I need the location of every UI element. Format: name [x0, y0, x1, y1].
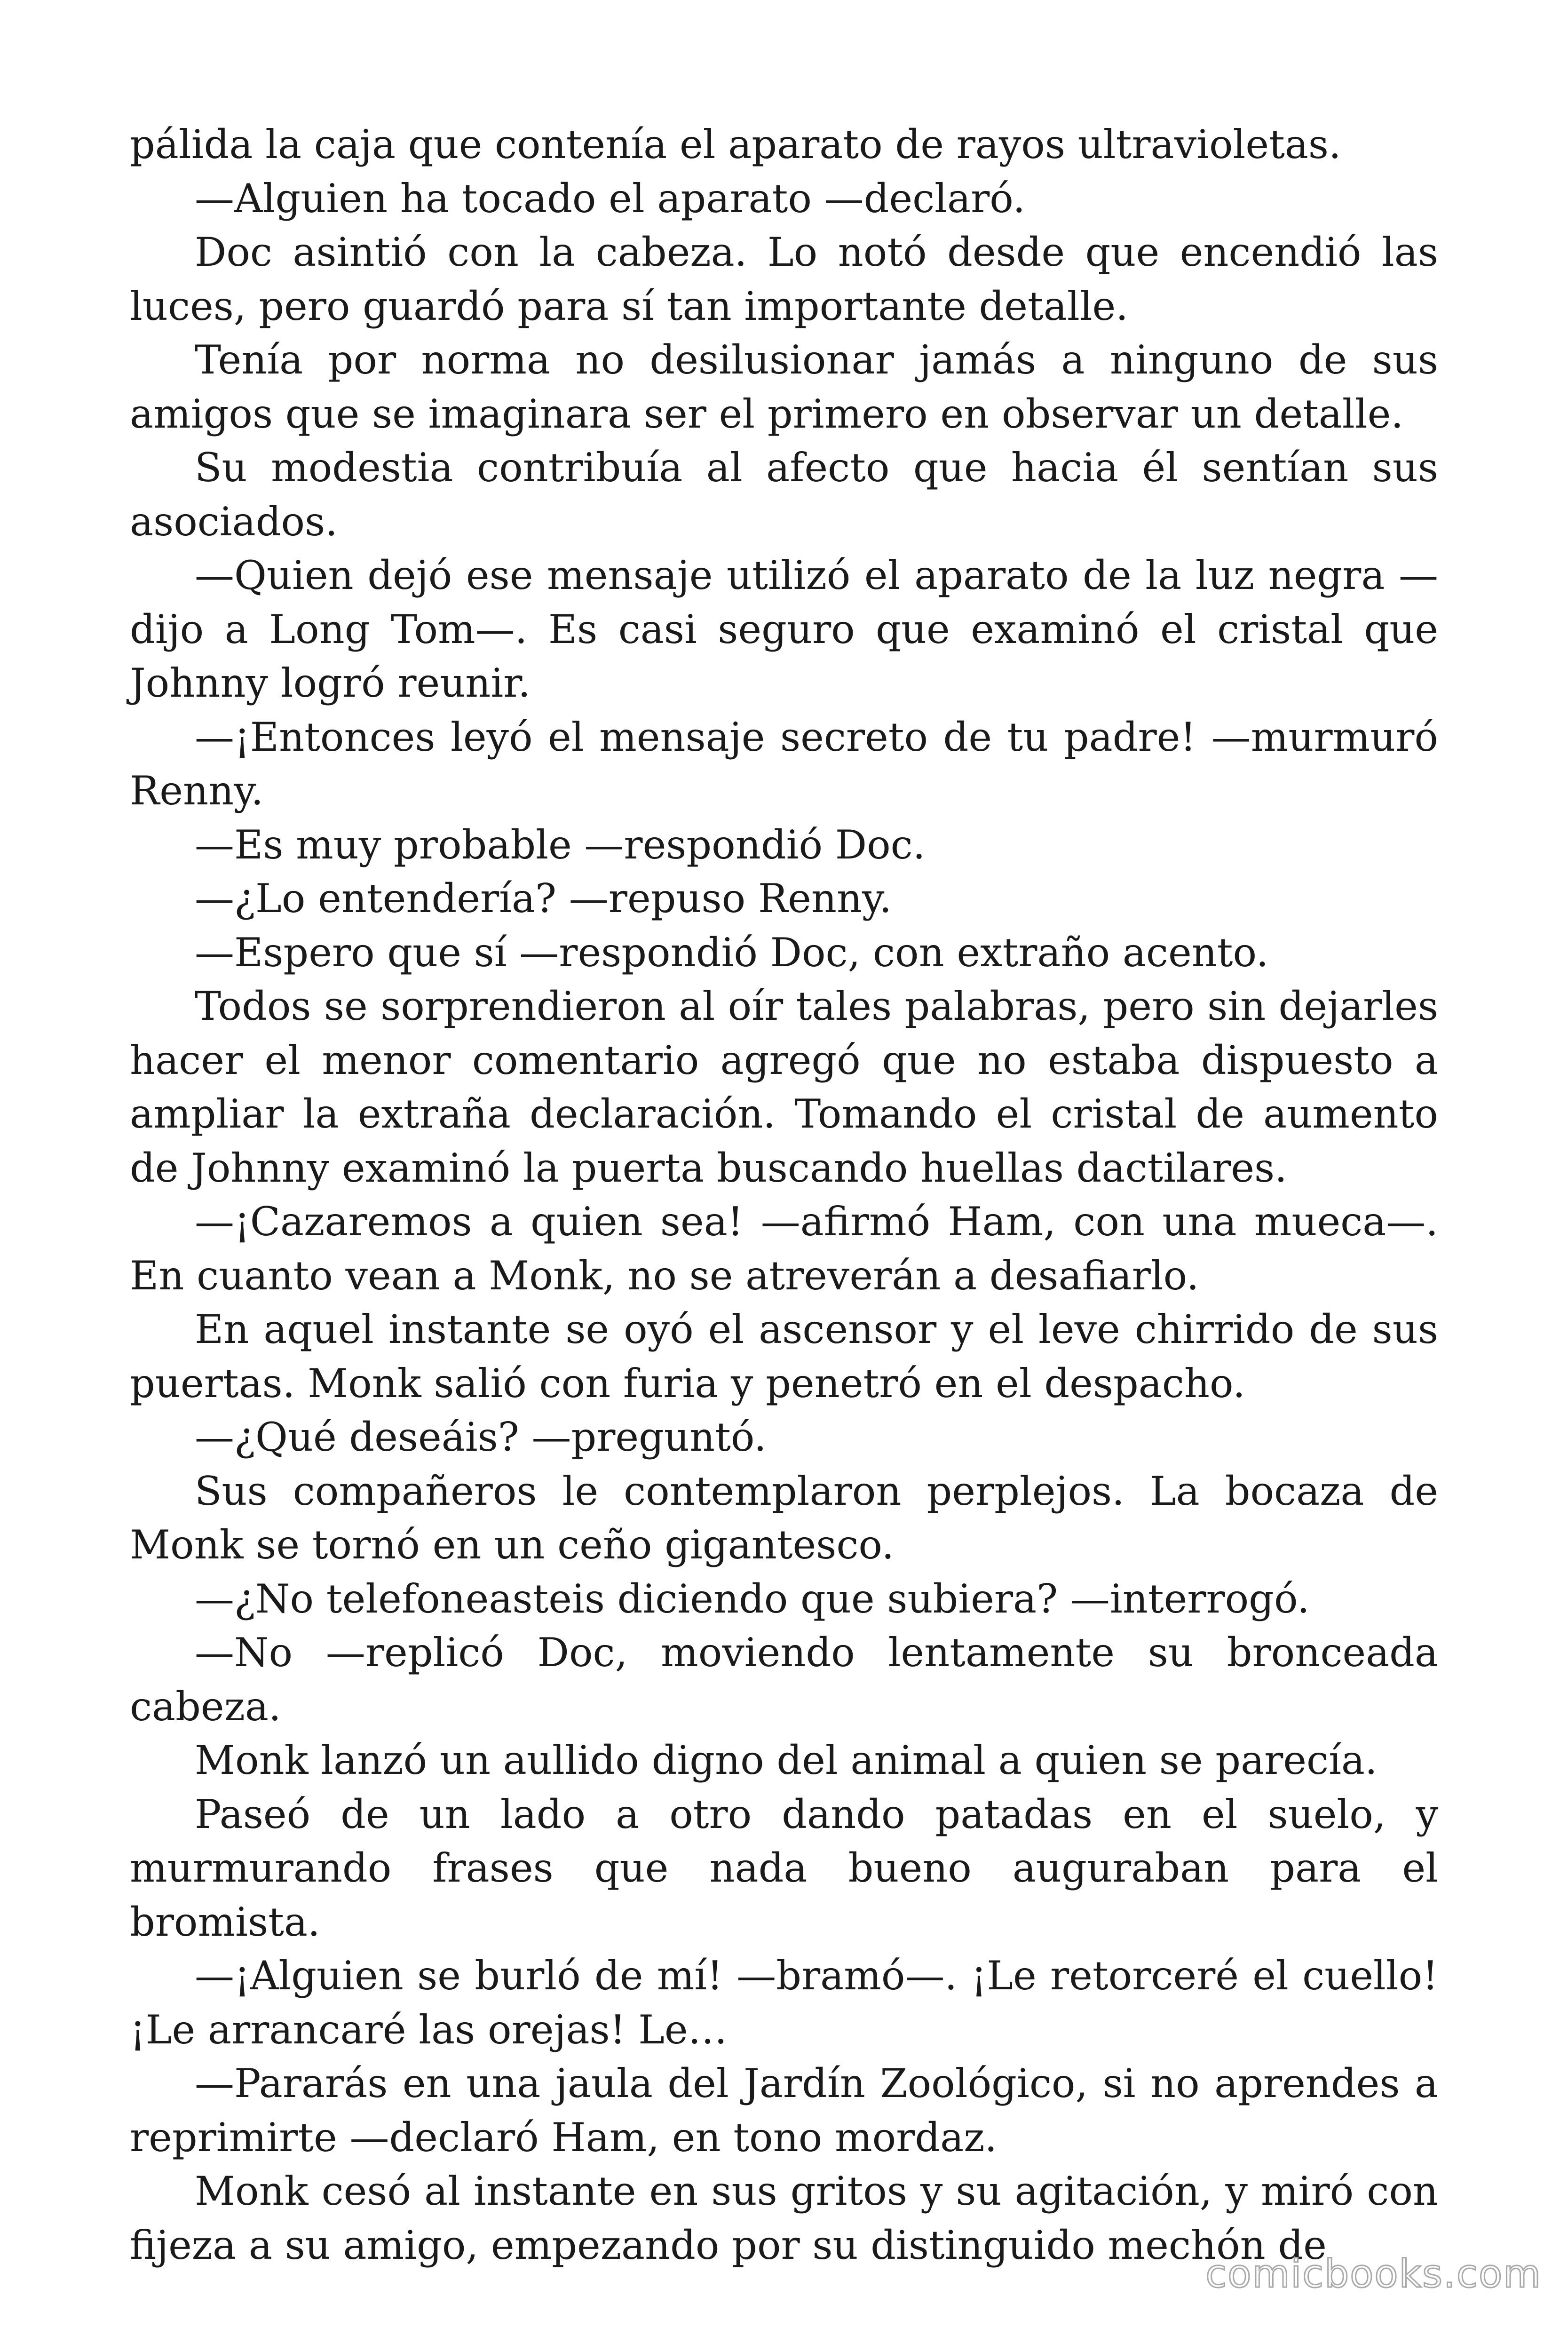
paragraph: —Espero que sí —respondió Doc, con extraño acento.	[195, 929, 1269, 976]
body-text	[130, 118, 1438, 2272]
paragraph: Doc asintió con la cabeza. Lo notó desde que encendió las luces, pero guardó para sí tan importante detalle.	[130, 229, 1438, 329]
paragraph: Monk cesó al instante en sus gritos y su agitación, y miró con fijeza a su amigo, empezando por su distinguido mechón de	[130, 2168, 1438, 2268]
paragraph: —¡Entonces leyó el mensaje secreto de tu padre! —murmuró Renny.	[130, 714, 1438, 814]
paragraph: En aquel instante se oyó el ascensor y el leve chirrido de sus puertas. Monk salió con furia y penetró en el despacho.	[130, 1306, 1438, 1406]
paragraph: Tenía por norma no desilusionar jamás a ninguno de sus amigos que se imaginara ser el primero en observar un detalle.	[130, 337, 1438, 437]
paragraph: —Pararás en una jaula del Jardín Zoológico, si no aprendes a reprimirte —declaró Ham, en tono mordaz.	[130, 2060, 1438, 2161]
paragraph: —¿Lo entendería? —repuso Renny.	[195, 875, 892, 922]
site-watermark: comicbooks.com	[1205, 2252, 1542, 2296]
paragraph: —¡Alguien se burló de mí! —bramó—. ¡Le retorceré el cuello! ¡Le arrancaré las orejas! Le…	[130, 1953, 1438, 2053]
paragraph: —¿No telefoneasteis diciendo que subiera? —interrogó.	[195, 1575, 1310, 1622]
paragraph: Su modestia contribuía al afecto que hacia él sentían sus asociados.	[130, 445, 1438, 545]
paragraph: Monk lanzó un aullido digno del animal a quien se parecía.	[195, 1737, 1378, 1783]
paragraph: pálida la caja que contenía el aparato de rayos ultravioletas.	[130, 121, 1341, 167]
paragraph: —Es muy probable —respondió Doc.	[195, 821, 926, 868]
paragraph: —¡Cazaremos a quien sea! —afirmó Ham, con una mueca—. En cuanto vean a Monk, no se atreverán a desafiarlo.	[130, 1199, 1438, 1299]
paragraph: —¿Qué deseáis? —preguntó.	[195, 1414, 767, 1460]
paragraph: Paseó de un lado a otro dando patadas en el suelo, y murmurando frases que nada bueno auguraban para el bromista.	[130, 1791, 1438, 1945]
paragraph: —Alguien ha tocado el aparato —declaró.	[195, 175, 1026, 222]
paragraph: Sus compañeros le contemplaron perplejos. La bocaza de Monk se tornó en un ceño gigantesco.	[130, 1468, 1438, 1568]
paragraph: Todos se sorprendieron al oír tales palabras, pero sin dejarles hacer el menor comentario agregó que no estaba dispuesto a ampliar la extraña declaración. Tomando el cristal de aumento de Johnny examinó la puerta buscando huellas dactilares.	[130, 983, 1438, 1191]
paragraph: —No —replicó Doc, moviendo lentamente su bronceada cabeza.	[130, 1629, 1438, 1730]
paragraph: —Quien dejó ese mensaje utilizó el aparato de la luz negra —dijo a Long Tom—. Es casi seguro que examinó el cristal que Johnny logró reunir.	[130, 552, 1438, 706]
